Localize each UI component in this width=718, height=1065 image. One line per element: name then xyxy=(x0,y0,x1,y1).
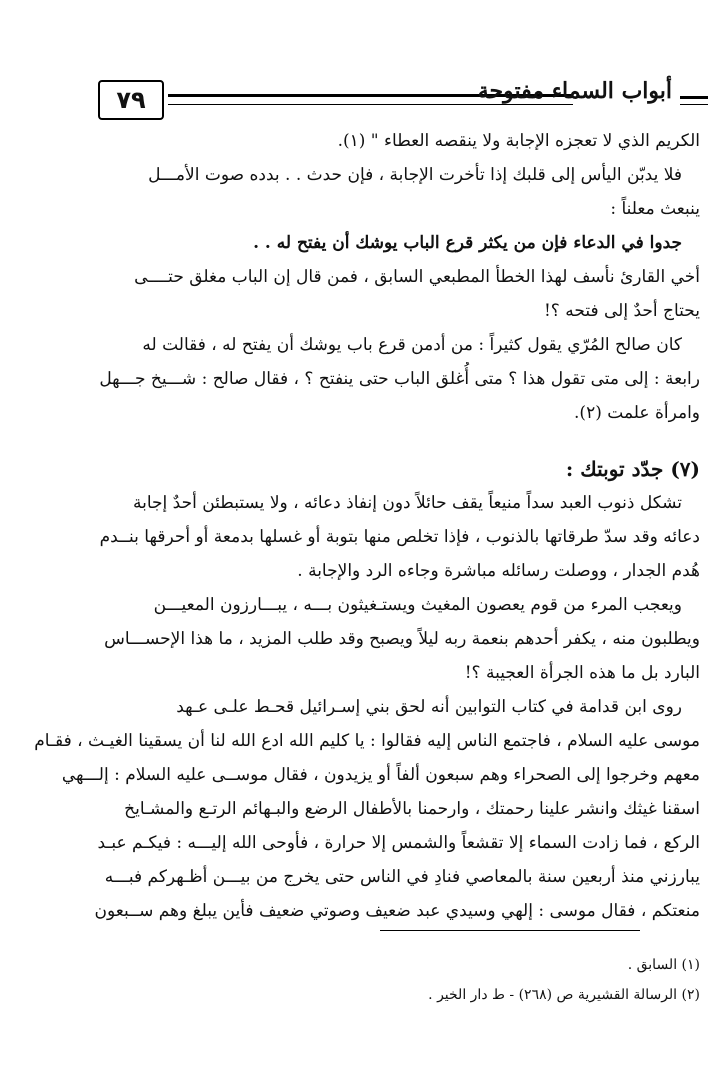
text-line: وامرأة علمت (٢). xyxy=(574,403,700,423)
text-line: تشكل ذنوب العبد سداً منيعاً يقف حائلاً دون إنفاذ دعائه ، ولا يستبطئن أحدٌ إجابة xyxy=(133,493,682,513)
footnote-separator xyxy=(380,930,640,931)
text-line: ينبعث معلناً : xyxy=(610,199,700,219)
text-line: ويعجب المرء من قوم يعصون المغيث ويستـغيثون بـــه ، يبـــارزون المعيـــن xyxy=(153,595,682,615)
section-heading: (٧) جدّد توبتك : xyxy=(565,457,700,481)
text-line: رابعة : إلى متى تقول هذا ؟ متى أُغلق الباب حتى ينفتح ؟ ، فقال صالح : شـــيخ جـــهل xyxy=(99,369,700,389)
text-line: يبارزني منذ أربعين سنة بالمعاصي فنادِ في الناس حتى يخرج من بيـــن أظـهركم فبـــه xyxy=(104,867,700,887)
page-number: ٧٩ xyxy=(98,80,164,120)
footnote: (١) السابق . xyxy=(627,957,700,973)
text-line-bold: جدوا في الدعاء فإن من يكثر قرع الباب يوشك أن يفتح له . . xyxy=(253,233,682,253)
footnote: (٢) الرسالة القشيرية ص (٢٦٨) - ط دار الخير . xyxy=(428,987,700,1003)
text-line: فلا يدبّن اليأس إلى قلبك إذا تأخرت الإجابة ، فإن حدث . . بدده صوت الأمـــل xyxy=(148,165,682,185)
footnotes xyxy=(10,950,700,1010)
running-title: أبواب السماء مفتوحة xyxy=(477,78,672,104)
body-text-top xyxy=(10,124,700,430)
page-header xyxy=(88,74,708,124)
text-line: الركع ، فما زادت السماء إلا تقشعاً والشمس إلا حرارة ، فأوحى الله إليـــه : فيكـم عبـد xyxy=(97,833,700,853)
text-line: كان صالح المُرّي يقول كثيراً : من أدمن قرع باب يوشك أن يفتح له ، فقالت له xyxy=(142,335,682,355)
text-line: يحتاج أحدٌ إلى فتحه ؟! xyxy=(543,301,700,321)
header-rule-right xyxy=(680,96,708,105)
text-line: هُدم الجدار ، ووصلت رسائله مباشرة وجاءه الرد والإجابة . xyxy=(297,561,700,581)
text-line: موسى عليه السلام ، فاجتمع الناس إليه فقالوا : يا كليم الله ادع الله لنا أن يسقينا الغيـث ، فقـام xyxy=(34,731,700,751)
text-line: معهم وخرجوا إلى الصحراء وهم سبعون ألفاً أو يزيدون ، فقال موســى عليه السلام : إلـــهي xyxy=(61,765,700,785)
text-line: ويطلبون منه ، يكفر أحدهم بنعمة ربه ليلاً ويصبح وقد طلب المزيد ، ما هذا الإحســـاس xyxy=(104,629,700,649)
section-heading-block xyxy=(10,452,700,486)
text-line: روى ابن قدامة في كتاب التوابين أنه لحق بني إسـرائيل قحـط علـى عـهد xyxy=(176,697,682,717)
text-line: الكريم الذي لا تعجزه الإجابة ولا ينقصه العطاء " (١). xyxy=(337,131,700,151)
text-line: أخي القارئ نأسف لهذا الخطأ المطبعي السابق ، فمن قال إن الباب مغلق حتــــى xyxy=(134,267,700,287)
text-line: دعائه وقد سدّ طرقاتها بالذنوب ، فإذا تخلص منها بتوبة أو غسلها بدمعة أو أحرقها بنــدم xyxy=(99,527,700,547)
text-line: اسقنا غيثك وانشر علينا رحمتك ، وارحمنا بالأطفال الرضع والبـهائم الرتـع والمشـايخ xyxy=(124,799,700,819)
text-line: منعتكم ، فقال موسى : إلهي وسيدي عبد ضعيف وصوتي ضعيف فأين يبلغ وهم ســبعون xyxy=(94,901,700,921)
body-text-bottom xyxy=(10,486,700,928)
text-line: البارد بل ما هذه الجرأة العجيبة ؟! xyxy=(464,663,700,683)
